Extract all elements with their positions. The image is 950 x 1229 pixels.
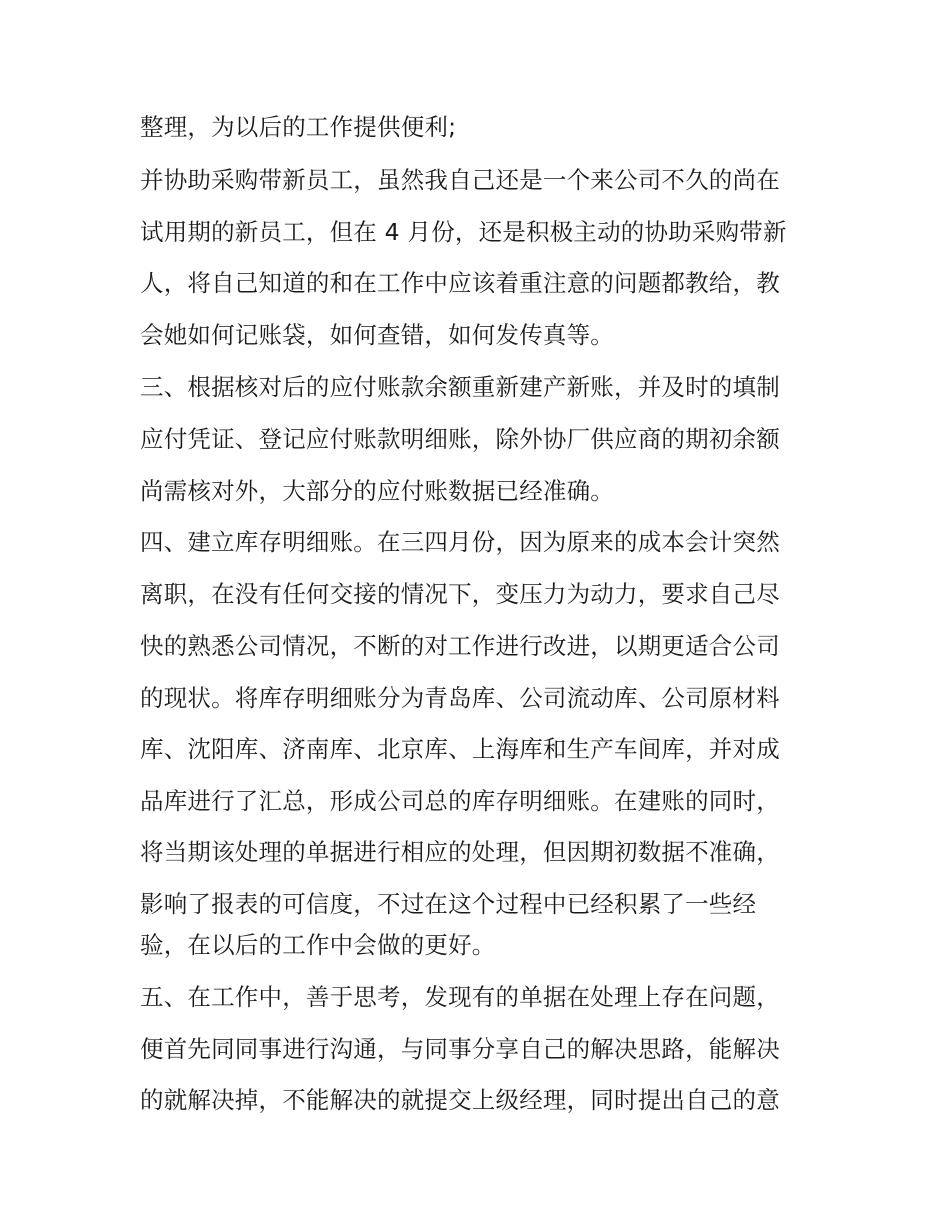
text-line: 并协助采购带新员工，虽然我自己还是一个来公司不久的尚在	[140, 166, 780, 194]
text-line: 便首先同同事进行沟通，与同事分享自己的解决思路，能解决	[140, 1035, 780, 1063]
text-line: 的就解决掉，不能解决的就提交上级经理，同时提出自己的意	[140, 1086, 780, 1114]
text-line: 尚需核对外，大部分的应付账数据已经准确。	[140, 477, 614, 505]
text-line: 人，将自己知道的和在工作中应该着重注意的问题都教给，教	[140, 269, 780, 297]
text-line: 影响了报表的可信度，不过在这个过程中已经积累了一些经	[140, 890, 757, 918]
text-line: 离职，在没有任何交接的情况下，变压力为动力，要求自己尽	[140, 580, 780, 608]
text-line: 的现状。将库存明细账分为青岛库、公司流动库、公司原材料	[140, 684, 780, 712]
text-line: 会她如何记账袋，如何查错，如何发传真等。	[140, 321, 614, 349]
text-line: 品库进行了汇总，形成公司总的库存明细账。在建账的同时，	[140, 787, 780, 815]
text-line: 三、根据核对后的应付账款余额重新建产新账，并及时的填制	[140, 373, 780, 401]
text-line: 库、沈阳库、济南库、北京库、上海库和生产车间库，并对成	[140, 735, 780, 763]
text-line: 试用期的新员工，但在 4 月份，还是积极主动的协助采购带新	[140, 218, 787, 246]
text-line: 快的熟悉公司情况，不断的对工作进行改进，以期更适合公司	[140, 632, 780, 660]
text-line: 五、在工作中，善于思考，发现有的单据在处理上存在问题，	[140, 983, 780, 1011]
text-line: 整理，为以后的工作提供便利;	[140, 113, 457, 141]
text-line: 四、建立库存明细账。在三四月份，因为原来的成本会计突然	[140, 528, 780, 556]
text-line: 将当期该处理的单据进行相应的处理，但因期初数据不准确，	[140, 838, 780, 866]
text-line: 应付凭证、登记应付账款明细账，除外协厂供应商的期初余额	[140, 425, 780, 453]
text-line: 验，在以后的工作中会做的更好。	[140, 931, 496, 959]
